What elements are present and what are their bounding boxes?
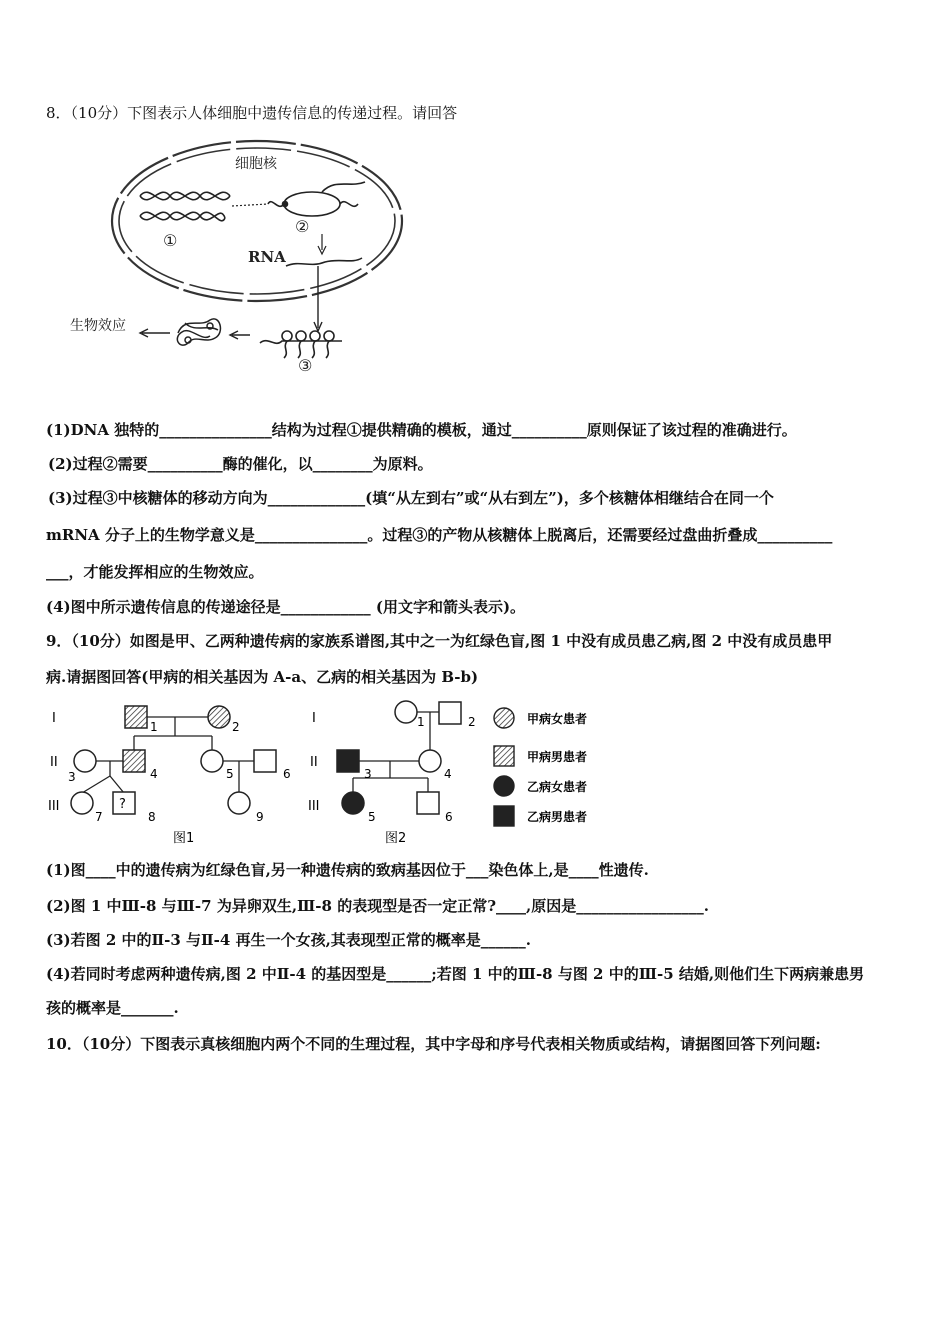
pedigree-fig1 — [48, 706, 291, 846]
fig2-gen-label-III: III — [308, 799, 320, 814]
fig1-III-8-question-mark: ? — [119, 797, 126, 812]
fig2-III-5-female-affected-b — [342, 792, 364, 814]
fig1-III-7-female — [71, 792, 93, 814]
q8-sub3-a: (3)过程③中核糖体的移动方向为_____________(填“从左到右”或“从右到左”)，多个核糖体相继结合在同一个 — [48, 489, 774, 507]
fig1-I-2-female-affected-a — [208, 706, 230, 728]
label-1: ① — [163, 231, 178, 250]
fig2-gen-label-II: II — [310, 755, 318, 770]
fig1-II-3-female — [74, 750, 96, 772]
effect-label: 生物效应 — [70, 318, 126, 334]
fig1-number-4: 4 — [150, 767, 158, 781]
q8-sub3-c: ___，才能发挥相应的生物效应。 — [46, 563, 264, 581]
q8-sub3-b: mRNA 分子上的生物学意义是_______________。过程③的产物从核糖体上脱离后，还需要经过盘曲折叠成__________ — [46, 526, 833, 544]
gen-label-III: III — [48, 799, 60, 814]
q9-sub2: (2)图 1 中Ⅲ-8 与Ⅲ-7 为异卵双生,Ⅲ-8 的表现型是否一定正常?____,原因是_________________. — [46, 897, 709, 915]
legend-male-b-label: 乙病男患者 — [527, 810, 588, 824]
fig1-I-1-male-affected-a — [125, 706, 147, 728]
q9-intro-a: 9．（10分）如图是甲、乙两种遗传病的家族系谱图,其中之一为红绿色盲,图 1 中没有成员患乙病,图 2 中没有成员患甲 — [46, 632, 833, 650]
rna-strand — [286, 258, 362, 266]
dna-double-helix-1 — [140, 192, 230, 221]
q9-sub3: (3)若图 2 中的Ⅱ-3 与Ⅱ-4 再生一个女孩,其表现型正常的概率是______. — [46, 931, 532, 949]
fig1-number-3: 3 — [68, 770, 76, 784]
fig2-II-4-female — [419, 750, 441, 772]
fig1-caption: 图1 — [173, 831, 195, 846]
fig2-II-3-male-affected-b — [337, 750, 359, 772]
fig2-number-1: 1 — [417, 715, 425, 729]
q8-intro: 8．（10分）下图表示人体细胞中遗传信息的传递过程。请回答 — [46, 104, 458, 122]
fig2-gen-label-I: I — [312, 711, 316, 726]
fig1-II-4-male-affected-a — [123, 750, 145, 772]
q8-sub2: (2)过程②需要__________酶的催化，以________为原料。 — [48, 455, 433, 473]
q8-sub4: (4)图中所示遗传信息的传递途径是____________ (用文字和箭头表示)。 — [46, 598, 526, 616]
polysome — [260, 331, 342, 358]
label-2: ② — [295, 217, 310, 236]
dna-dotted-link — [232, 204, 268, 206]
gen-label-II: II — [50, 755, 58, 770]
folded-protein — [177, 319, 220, 345]
legend-male-a-symbol — [494, 746, 514, 766]
q10-intro: 10．（10分）下图表示真核细胞内两个不同的生理过程，其中字母和序号代表相关物质或结构，请据图回答下列问题: — [46, 1035, 821, 1053]
legend-male-b-symbol — [494, 806, 514, 826]
fig2-number-4: 4 — [444, 767, 452, 781]
fig2-number-6: 6 — [445, 810, 453, 824]
q9-intro-b: 病.请据图回答(甲病的相关基因为 A-a、乙病的相关基因为 B-b) — [46, 668, 479, 686]
fig1-II-6-male — [254, 750, 276, 772]
pedigree-legend — [494, 708, 587, 826]
fig2-I-1-female — [395, 701, 417, 723]
fig2-III-6-male — [417, 792, 439, 814]
fig1-number-5: 5 — [226, 767, 234, 781]
fig1-III-9-female — [228, 792, 250, 814]
rna-label: RNA — [248, 248, 286, 266]
legend-male-a-label: 甲病男患者 — [527, 750, 588, 764]
fig1-II-5-female — [201, 750, 223, 772]
legend-female-b-label: 乙病女患者 — [527, 780, 588, 794]
fig1-number-6: 6 — [283, 767, 291, 781]
fig2-caption: 图2 — [385, 831, 407, 846]
fig1-number-8: 8 — [148, 810, 156, 824]
legend-female-a-label: 甲病女患者 — [527, 712, 588, 726]
fig1-number-9: 9 — [256, 810, 264, 824]
nucleus-label: 细胞核 — [235, 156, 277, 172]
legend-female-a-symbol — [494, 708, 514, 728]
gen-label-I: I — [52, 711, 56, 726]
fig2-number-3: 3 — [364, 767, 372, 781]
q9-sub4-a: (4)若同时考虑两种遗传病,图 2 中Ⅱ-4 的基因型是______;若图 1 中的Ⅲ-8 与图 2 中的Ⅲ-5 结婚,则他们生下两病兼患男 — [46, 965, 865, 983]
q9-pedigree-figure — [40, 698, 620, 850]
q9-sub4-b: 孩的概率是_______. — [46, 999, 179, 1017]
fig2-number-5: 5 — [368, 810, 376, 824]
fig1-number-2: 2 — [232, 720, 240, 734]
fig2-I-2-male — [439, 702, 461, 724]
pedigree-fig2 — [308, 701, 476, 846]
fig1-number-7: 7 — [95, 810, 103, 824]
q8-sub1: (1)DNA 独特的_______________结构为过程①提供精确的模板，通过__________原则保证了该过程的准确进行。 — [46, 421, 797, 439]
dna-replication-bubble — [268, 182, 365, 216]
legend-female-b-symbol — [494, 776, 514, 796]
q8-figure — [60, 138, 420, 383]
fig1-number-1: 1 — [150, 720, 158, 734]
q9-sub1: (1)图____中的遗传病为红绿色盲,另一种遗传病的致病基因位于___染色体上,是____性遗传. — [46, 861, 649, 879]
fig2-number-2: 2 — [468, 715, 476, 729]
label-3: ③ — [298, 356, 313, 375]
